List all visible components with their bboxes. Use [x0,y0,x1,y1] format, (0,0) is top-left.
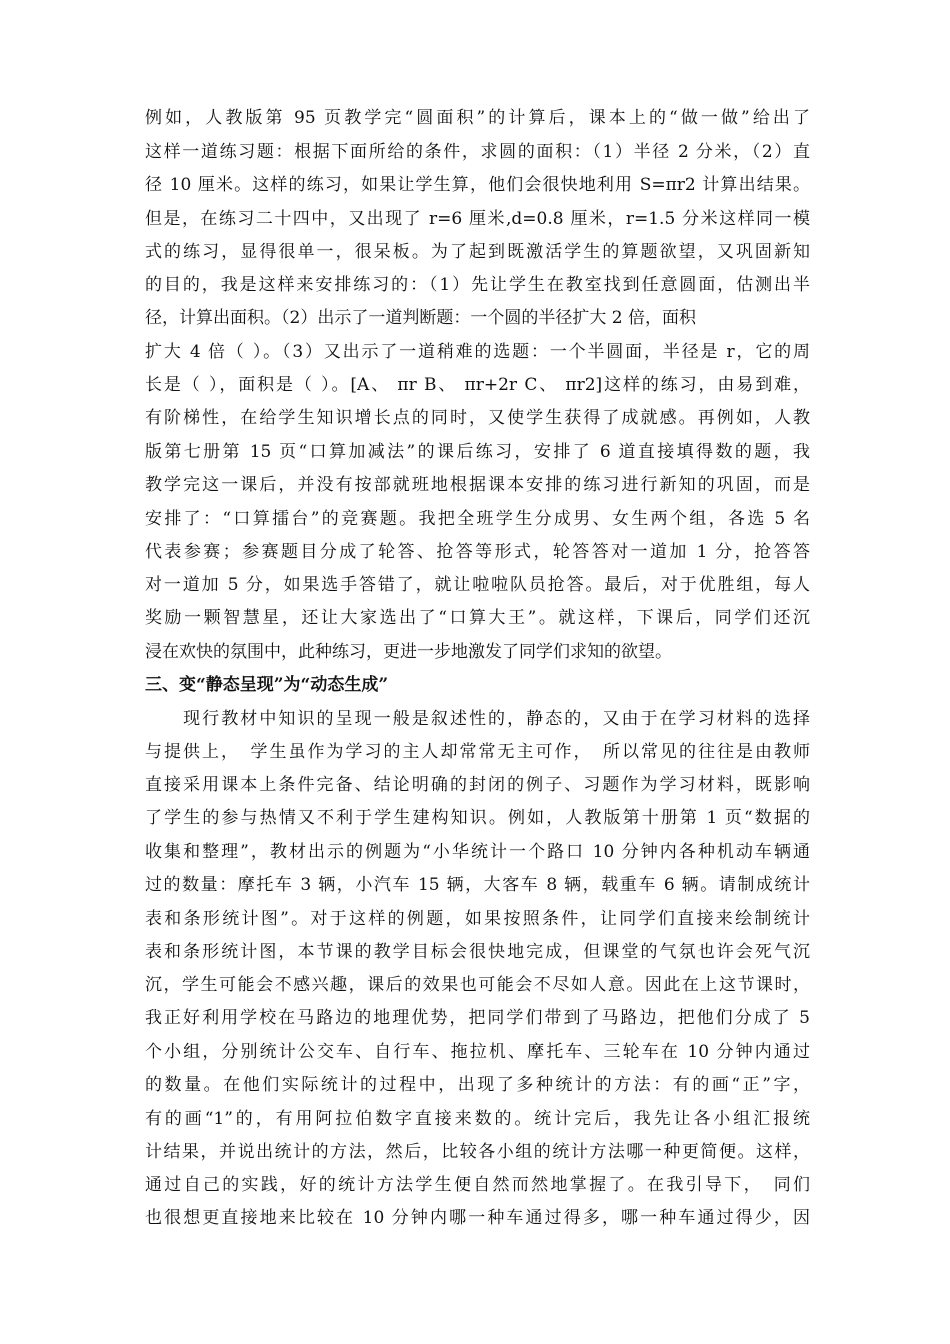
body-text-line: 扩大 4 倍（ ）。（3）又出示了一道稍难的选题：一个半圆面，半径是 r，它的周 [145,342,810,362]
body-text-line: 表和条形统计图，本节课的教学目标会很快地完成，但课堂的气氛也许会死气沉 [145,942,810,962]
body-text-line: 个小组，分别统计公交车、自行车、拖拉机、摩托车、三轮车在 10 分钟内通过 [145,1042,810,1062]
body-text-line: 例如，人教版第 95 页教学完“圆面积”的计算后，课本上的“做一做”给出了 [145,108,810,128]
body-text-line: 表和条形统计图”。对于这样的例题，如果按照条件，让同学们直接来绘制统计 [145,909,810,929]
body-text-line: 直接采用课本上条件完备、结论明确的封闭的例子、习题作为学习材料，既影响 [145,775,810,795]
body-text-line: 长是（ ），面积是（ ）。[A、 πr B、 πr+2r C、 πr2]这样的练习，由易到难， [145,375,810,395]
body-text-line: 径，计算出面积。（2）出示了一道判断题：一个圆的半径扩大 2 倍，面积 [145,308,696,328]
body-text-line: 安排了：“口算擂台”的竞赛题。我把全班学生分成男、女生两个组，各选 5 名 [145,509,810,529]
body-text-line: 版第七册第 15 页“口算加减法”的课后练习，安排了 6 道直接填得数的题，我 [145,442,810,462]
body-text-line: 有阶梯性，在给学生知识增长点的同时，又使学生获得了成就感。再例如，人教 [145,408,810,428]
body-text-line: 与提供上， 学生虽作为学习的主人却常常无主可作， 所以常见的往往是由教师 [145,742,810,762]
body-text-line: 浸在欢快的氛围中，此种练习，更进一步地激发了同学们求知的欲望。 [145,642,672,662]
body-text-line: 但是，在练习二十四中，又出现了 r=6 厘米,d=0.8 厘米，r=1.5 分米这样同一模 [145,209,810,229]
body-text-line: 现行教材中知识的呈现一般是叙述性的，静态的，又由于在学习材料的选择 [145,709,810,729]
body-text-line: 沉，学生可能会不感兴趣，课后的效果也可能会不尽如人意。因此在上这节课时， [145,975,810,995]
body-text-line: 对一道加 5 分，如果选手答错了，就让啦啦队员抢答。最后，对于优胜组，每人 [145,575,810,595]
body-text-line: 有的画“1”的，有用阿拉伯数字直接来数的。统计完后，我先让各小组汇报统 [145,1109,810,1129]
body-text-line: 的目的，我是这样来安排练习的：（1）先让学生在教室找到任意圆面，估测出半 [145,275,810,295]
body-text-line: 代表参赛；参赛题目分成了轮答、抢答等形式，轮答答对一道加 1 分，抢答答 [145,542,810,562]
body-text-line: 了学生的参与热情又不利于学生建构知识。例如，人教版第十册第 1 页“数据的 [145,808,810,828]
body-text-line: 我正好利用学校在马路边的地理优势，把同学们带到了马路边，把他们分成了 5 [145,1008,810,1028]
body-text-line: 的数量。在他们实际统计的过程中，出现了多种统计的方法：有的画“正”字， [145,1075,810,1095]
body-text-line: 过的数量：摩托车 3 辆，小汽车 15 辆，大客车 8 辆，载重车 6 辆。请制成统计 [145,875,810,895]
section-heading: 三、变“静态呈现”为“动态生成” [145,675,389,695]
body-text-line: 也很想更直接地来比较在 10 分钟内哪一种车通过得多，哪一种车通过得少，因 [145,1208,810,1228]
body-text-line: 式的练习，显得很单一，很呆板。为了起到既激活学生的算题欲望，又巩固新知 [145,242,810,262]
body-text-line: 通过自己的实践，好的统计方法学生便自然而然地掌握了。在我引导下， 同们 [145,1175,810,1195]
body-text-line: 奖励一颗智慧星，还让大家选出了“口算大王”。就这样，下课后，同学们还沉 [145,608,810,628]
body-text-line: 计结果，并说出统计的方法，然后，比较各小组的统计方法哪一种更简便。这样， [145,1142,810,1162]
body-text-line: 径 10 厘米。这样的练习，如果让学生算，他们会很快地利用 S=πr2 计算出结果。 [145,175,810,195]
body-text-line: 这样一道练习题：根据下面所给的条件，求圆的面积：（1）半径 2 分米，（2）直 [145,142,810,162]
body-text-line: 教学完这一课后，并没有按部就班地根据课本安排的练习进行新知的巩固，而是 [145,475,810,495]
body-text-line: 收集和整理”，教材出示的例题为“小华统计一个路口 10 分钟内各种机动车辆通 [145,842,810,862]
